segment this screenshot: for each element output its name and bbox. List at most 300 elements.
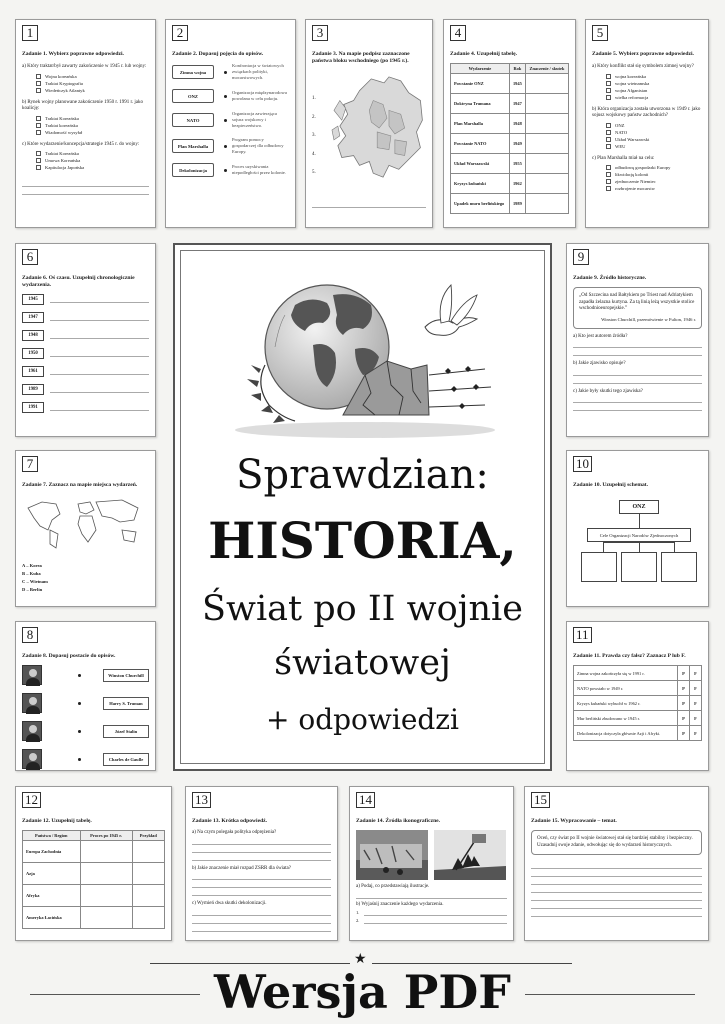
answer-cell[interactable] (80, 841, 132, 863)
question-text: b) Wyjaśnij znaczenie każdego wydarzenia. (356, 901, 444, 907)
question-list (573, 334, 702, 412)
table-row (451, 194, 569, 214)
answer-option (592, 80, 702, 87)
answer-line[interactable] (192, 888, 331, 896)
false-option[interactable]: F (690, 681, 702, 696)
name-box: Harry S. Truman (103, 697, 149, 710)
name-box: Winston Churchill (103, 669, 149, 682)
true-option[interactable]: P (678, 681, 690, 696)
option-label: Kapitulacja Japońska (45, 165, 85, 170)
answer-line[interactable] (573, 348, 702, 356)
people-rows (22, 665, 149, 769)
answer-cell[interactable] (525, 114, 568, 134)
answer-cell[interactable] (525, 134, 568, 154)
card-title: Zadanie 3. Na mapie podpisz zaznaczone państwa bloku wschodniego (po 1945 r.). (312, 51, 410, 64)
true-option[interactable]: P (678, 711, 690, 726)
table-header: Znaczenie / skutek (525, 64, 568, 74)
map-number: 5. (312, 170, 316, 175)
legend-item: C – Wietnam (22, 579, 48, 584)
connector-dot (224, 119, 227, 122)
question-text: a) Który traktat/był zawarty zakończenie w 1945 r. lub wojny: (22, 64, 147, 69)
answer-line[interactable] (50, 315, 149, 321)
checkbox[interactable] (606, 137, 611, 142)
card-title: Zadanie 14. Źródła ikonograficzne. (356, 818, 441, 824)
option-label: Traktat Koreańska (45, 115, 79, 121)
year-label: 1947 (22, 312, 44, 323)
table-header: Rok (509, 64, 525, 74)
answer-line[interactable] (192, 924, 331, 932)
answer-option (592, 143, 702, 150)
worksheet-card-13 (185, 786, 338, 941)
europe-map-icon (330, 70, 426, 190)
card-number: 1 (22, 25, 38, 41)
portrait-icon (22, 749, 42, 769)
answer-option (22, 87, 149, 94)
worksheet-card-5 (585, 19, 709, 228)
checkbox[interactable] (606, 81, 611, 86)
checkbox[interactable] (606, 144, 611, 149)
title-line-1: Sprawdzian: (236, 452, 489, 498)
world-map-icon (22, 494, 150, 554)
footer-divider-right (372, 963, 572, 964)
answer-option (22, 73, 149, 80)
answer-line[interactable] (50, 369, 149, 375)
timeline-row (22, 348, 149, 359)
numbered-line (356, 908, 507, 916)
worksheet-card-3 (305, 19, 433, 228)
option-label: Układ Warszawski (615, 136, 650, 142)
checkbox[interactable] (36, 130, 41, 135)
year-label: 1991 (22, 402, 44, 413)
checkbox[interactable] (606, 165, 611, 170)
table-row (451, 134, 569, 154)
card-title: Zadanie 7. Zaznacz na mapie miejsca wydarzeń. (22, 482, 138, 488)
source-author: Winston Churchill, przemówienie w Fulton, 1946 r. (601, 316, 696, 322)
portrait-icon (22, 721, 42, 741)
option-label: Wojna koreańska (45, 73, 77, 79)
table-row (451, 114, 569, 134)
answer-option (22, 157, 149, 164)
card-title: Zadanie 8. Dopasuj postacie do opisów. (22, 653, 116, 659)
card-number: 14 (356, 792, 375, 808)
year-cell: 1948 (509, 114, 525, 134)
legend-item: B – Kuba (22, 571, 41, 576)
description-text: Program pomocy gospodarczej dla odbudowy Europy. (232, 137, 284, 154)
answer-line[interactable] (50, 333, 149, 339)
question-text: b) Rynek wojny planowane zakończenie 1950 r. 1991 r. jako koalicję: (22, 99, 144, 111)
question-text: b) Która organizacja została utworzona w 1949 r. jako sojusz wojskowy państw zachodnich? (592, 106, 701, 118)
answer-option (22, 164, 149, 171)
description-text: Proces uzyskiwania niepodległości przez kolonie. (232, 164, 286, 175)
answer-option (592, 136, 702, 143)
table-row (23, 841, 165, 863)
option-label: Traktat Kryptografia (45, 80, 83, 86)
map-number: 3. (312, 133, 316, 138)
question-text: a) Kto jest autorem źródła? (573, 333, 628, 339)
map-labels (312, 70, 330, 190)
legend-item: A – Korea (22, 563, 42, 568)
map-number: 2. (312, 114, 316, 120)
timeline (22, 294, 149, 413)
false-option[interactable]: F (690, 696, 702, 711)
answer-cell[interactable] (525, 174, 568, 194)
table-row (574, 711, 702, 726)
name-box: Józef Stalin (103, 725, 149, 738)
answer-cell[interactable] (132, 841, 164, 863)
table-row (23, 885, 165, 907)
question-text: a) Podaj, co przedstawiają ilustracje. (356, 884, 430, 889)
year-label: 1950 (22, 348, 44, 359)
true-option[interactable]: P (678, 666, 690, 681)
checkbox[interactable] (36, 165, 41, 170)
worksheet-card-4 (443, 19, 576, 228)
question-list (22, 64, 149, 171)
worksheet-card-9 (566, 243, 709, 437)
answer-cell[interactable] (525, 74, 568, 94)
option-label: Wiedeńczyk Atlantyk (45, 87, 85, 93)
answer-option (592, 185, 702, 192)
person-row (22, 665, 149, 685)
diagram-mid-box: Cele Organizacji Narodów Zjednoczonych (587, 528, 691, 542)
checkbox[interactable] (606, 186, 611, 191)
title-line-2: HISTORIA, (208, 511, 517, 570)
region-cell: Azja (23, 863, 81, 885)
question-text: c) Plan Marshalla miał na celu: (592, 155, 655, 161)
event-cell: Powstanie NATO (451, 134, 510, 154)
table-header: Przykład (132, 831, 164, 841)
title-line-5: + odpowiedzi (265, 703, 460, 736)
checkbox[interactable] (36, 88, 41, 93)
answer-line[interactable] (192, 880, 331, 888)
option-label: zjednoczenie Niemiec (615, 179, 656, 184)
answer-cell[interactable] (525, 94, 568, 114)
card-title: Zadanie 13. Krótka odpowiedź. (192, 818, 268, 824)
table-row (451, 74, 569, 94)
checkbox[interactable] (606, 88, 611, 93)
match-row (172, 163, 289, 177)
answer-line[interactable] (192, 837, 331, 845)
cover-panel (173, 243, 552, 771)
diagram-top-box: ONZ (619, 500, 659, 514)
worksheet-card-8 (15, 621, 156, 771)
year-label: 1948 (22, 330, 44, 341)
checkbox[interactable] (36, 81, 41, 86)
table-row (23, 863, 165, 885)
line-number: 1. (356, 910, 360, 915)
card-title: Zadanie 1. Wybierz poprawne odpowiedzi. (22, 51, 124, 57)
title-line-4: światowej (274, 643, 451, 683)
answer-cell[interactable] (132, 885, 164, 907)
card-title: Zadanie 9. Źródło historyczne. (573, 275, 647, 281)
person-row (22, 749, 149, 769)
worksheet-card-12 (15, 786, 172, 941)
name-box: Charles de Gaulle (103, 753, 149, 766)
portrait-icon (22, 665, 42, 685)
map-number: 4. (312, 151, 316, 157)
question-text: b) Jakie zjawisko opisuje? (573, 361, 626, 366)
checkbox[interactable] (606, 130, 611, 135)
event-cell: Powstanie ONZ (451, 74, 510, 94)
card-title: Zadanie 6. Oś czasu. Uzupełnij chronologicznie wydarzenia. (22, 275, 135, 288)
answer-option (22, 115, 149, 122)
term-box: Zimna wojna (172, 65, 214, 79)
card-number: 7 (22, 456, 38, 472)
answer-cell[interactable] (80, 885, 132, 907)
connector-dot (78, 730, 81, 733)
answer-line[interactable] (573, 340, 702, 348)
answer-option (22, 150, 149, 157)
event-cell: Kryzys kubański (451, 174, 510, 194)
region-cell: Ameryka Łacińska (23, 907, 81, 929)
table-row (574, 726, 702, 741)
title-line-3: Świat po II wojnie (202, 589, 523, 629)
card-title: Zadanie 15. Wypracowanie – temat. (531, 818, 617, 824)
option-label: Wiadomość wysyłał (45, 129, 83, 135)
timeline-row (22, 366, 149, 377)
description-text: Organizacja zawierająca sojusz wojskowy i bezpieczeństwo. (232, 111, 277, 128)
card-number: 10 (573, 456, 592, 472)
answer-line[interactable] (573, 368, 702, 376)
checkbox[interactable] (36, 74, 41, 79)
table-header: Państwa / Region (23, 831, 81, 841)
card-number: 5 (592, 25, 608, 41)
berlin-wall-photo (356, 830, 428, 880)
connector-dot (224, 169, 227, 172)
card-number: 3 (312, 25, 328, 41)
timeline-row (22, 294, 149, 305)
checkbox[interactable] (36, 158, 41, 163)
answer-option (592, 73, 702, 80)
answer-line[interactable] (364, 908, 507, 916)
false-option[interactable]: F (690, 711, 702, 726)
star-icon: ★ (354, 952, 367, 967)
answer-cell[interactable] (80, 863, 132, 885)
false-option[interactable]: F (690, 666, 702, 681)
match-row (172, 89, 289, 103)
connector-dot (224, 95, 227, 98)
footer-divider-left (150, 963, 350, 964)
table-row (451, 174, 569, 194)
timeline-row (22, 330, 149, 341)
connector-dot (78, 702, 81, 705)
answer-option (592, 129, 702, 136)
card-title: Zadanie 12. Uzupełnij tabelę. (22, 818, 92, 824)
table-header: Proces po 1945 r. (80, 831, 132, 841)
answer-line[interactable] (573, 376, 702, 384)
card-number: 4 (450, 25, 466, 41)
table-row (451, 94, 569, 114)
card-title: Zadanie 11. Prawda czy fałsz? Zaznacz P lub F. (573, 653, 686, 659)
card-number: 2 (172, 25, 188, 41)
match-rows (172, 63, 289, 177)
connector-dot (78, 674, 81, 677)
table-row (574, 681, 702, 696)
answer-line[interactable] (192, 872, 331, 880)
year-cell: 1962 (509, 174, 525, 194)
answer-line[interactable] (50, 297, 149, 303)
table-row (23, 907, 165, 929)
map-legend (22, 563, 149, 593)
true-false-table (573, 665, 702, 741)
table-row (451, 154, 569, 174)
question-text: c) Jakie były skutki tego zjawiska? (573, 388, 643, 394)
answer-cell[interactable] (132, 907, 164, 929)
connector-dot (224, 71, 227, 74)
question-list (192, 830, 331, 932)
answer-option (22, 122, 149, 129)
answer-line[interactable] (364, 916, 507, 924)
answer-line[interactable] (573, 395, 702, 403)
checkbox[interactable] (606, 179, 611, 184)
statement-cell: Dekolonizacja dotyczyła głównie Azji i Afryki. (574, 726, 678, 741)
event-cell: Doktryna Trumana (451, 94, 510, 114)
description-text: Konfrontacja w światowych związkach polityki, mocarstwowych. (232, 63, 284, 80)
question-text: a) Który konflikt stał się symbolem zimnej wojny? (592, 64, 694, 69)
checkbox[interactable] (606, 95, 611, 100)
year-label: 1961 (22, 366, 44, 377)
numbered-line (356, 916, 507, 924)
event-cell: Upadek muru berlińskiego (451, 194, 510, 214)
statement-cell: NATO powstało w 1949 r. (574, 681, 678, 696)
answer-line[interactable] (192, 845, 331, 853)
worksheet-card-7 (15, 450, 156, 607)
pdf-version-label: Wersja PDF (214, 965, 511, 1019)
answer-cell[interactable] (80, 907, 132, 929)
table-row (574, 696, 702, 711)
source-quote: „Od Szczecina nad Bałtykiem po Triest nad Adriatykiem zapadła żelazna kurtyna. Za tą linią leżą wszystkie stolice wschodnioeuropejskie.” (579, 293, 695, 311)
event-cell: Plan Marshalla (451, 114, 510, 134)
answer-option (22, 80, 149, 87)
answer-option (22, 129, 149, 136)
diagram-box (581, 552, 617, 582)
timeline-row (22, 402, 149, 413)
region-cell: Europa Zachodnia (23, 841, 81, 863)
flag-raising-photo (434, 830, 506, 880)
option-label: Traktat koreańska (45, 122, 78, 128)
question-text: c) Wymień dwa skutki dekolonizacji. (192, 901, 267, 906)
essay-topic: Oceń, czy świat po II wojnie światowej stał się bardziej stabilny i bezpieczny. Uzasadnij swoje zdanie, odwołując się do wydarzeń historycznych. (537, 836, 693, 848)
question-list (356, 884, 507, 924)
year-cell: 1949 (509, 134, 525, 154)
checkbox[interactable] (606, 123, 611, 128)
question-list (592, 64, 702, 192)
answer-option (592, 94, 702, 101)
event-cell: Układ Warszawski (451, 154, 510, 174)
checkbox[interactable] (36, 116, 41, 121)
globe-wall-dove-illustration (215, 265, 515, 440)
answer-line[interactable] (192, 916, 331, 924)
option-label: ONZ (615, 122, 625, 128)
option-label: likwidację kolonii (615, 172, 649, 177)
term-box: ONZ (172, 89, 214, 103)
connector-dot (78, 758, 81, 761)
diagram-box (621, 552, 657, 582)
card-title: Zadanie 2. Dopasuj pojęcia do opisów. (172, 51, 264, 57)
option-label: Umowa Koreańska (45, 158, 81, 163)
card-number: 6 (22, 249, 38, 265)
card-title: Zadanie 4. Uzupełnij tabelę. (450, 51, 517, 57)
card-number: 9 (573, 249, 589, 265)
option-label: NATO (615, 129, 628, 135)
true-option[interactable]: P (678, 726, 690, 741)
worksheet-card-10 (566, 450, 709, 607)
legend-item: D – Berlin (22, 587, 43, 592)
false-option[interactable]: F (690, 726, 702, 741)
answer-line[interactable] (192, 908, 331, 916)
statement-cell: Mur berliński zbudowano w 1945 r. (574, 711, 678, 726)
table-row (574, 666, 702, 681)
answer-cell[interactable] (525, 194, 568, 214)
option-label: odbudowę gospodarki Europy (615, 165, 671, 170)
timeline-row (22, 312, 149, 323)
card-title: Zadanie 10. Uzupełnij schemat. (573, 482, 649, 488)
match-row (172, 137, 289, 155)
year-cell: 1945 (509, 74, 525, 94)
checkbox[interactable] (36, 151, 41, 156)
true-option[interactable]: P (678, 696, 690, 711)
term-box: Dekolonizacja (172, 163, 214, 177)
card-number: 12 (22, 792, 41, 808)
regions-table (22, 830, 165, 929)
checkbox[interactable] (36, 123, 41, 128)
answer-option (592, 122, 702, 129)
answer-line[interactable] (192, 853, 331, 861)
diagram-box (661, 552, 697, 582)
answer-line[interactable] (573, 403, 702, 411)
timeline-row (22, 384, 149, 395)
answer-cell[interactable] (132, 863, 164, 885)
worksheet-card-11 (566, 621, 709, 771)
card-title: Zadanie 5. Wybierz poprawne odpowiedzi. (592, 51, 694, 57)
question-text: b) Jakie znaczenie miał rozpad ZSRR dla świata? (192, 865, 291, 871)
map-number: 1. (312, 96, 316, 101)
term-box: NATO (172, 113, 214, 127)
checkbox[interactable] (606, 74, 611, 79)
year-label: 1989 (22, 384, 44, 395)
term-box: Plan Marshalla (172, 139, 214, 153)
answer-cell[interactable] (525, 154, 568, 174)
answer-line[interactable] (50, 405, 149, 411)
option-label: WEU (615, 143, 626, 149)
year-cell: 1947 (509, 94, 525, 114)
table-header: Wydarzenie (451, 64, 510, 74)
answer-line[interactable] (50, 351, 149, 357)
option-label: wielka reformacja (615, 94, 649, 100)
worksheet-card-2 (165, 19, 296, 228)
source-quote-box (573, 287, 702, 329)
year-label: 1945 (22, 294, 44, 305)
option-label: wojna wietnamska (615, 80, 650, 86)
option-label: Traktat Koreańska (45, 151, 79, 156)
person-row (22, 721, 149, 741)
checkbox[interactable] (606, 172, 611, 177)
match-row (172, 63, 289, 81)
option-label: rozbrojenie mocarstw (615, 186, 655, 191)
connector-dot (224, 145, 227, 148)
answer-line[interactable] (356, 891, 507, 899)
description-text: Organizacja międzynarodowa powołana w celu pokoju. (232, 90, 287, 101)
card-number: 15 (531, 792, 550, 808)
person-row (22, 693, 149, 713)
statement-cell: Zimna wojna zakończyła się w 1991 r. (574, 666, 678, 681)
year-cell: 1989 (509, 194, 525, 214)
essay-topic-box (531, 830, 702, 855)
line-number: 2. (356, 918, 360, 923)
answer-line[interactable] (50, 387, 149, 393)
card-number: 13 (192, 792, 211, 808)
answer-option (592, 178, 702, 185)
option-label: wojna Afganistan (615, 87, 648, 93)
